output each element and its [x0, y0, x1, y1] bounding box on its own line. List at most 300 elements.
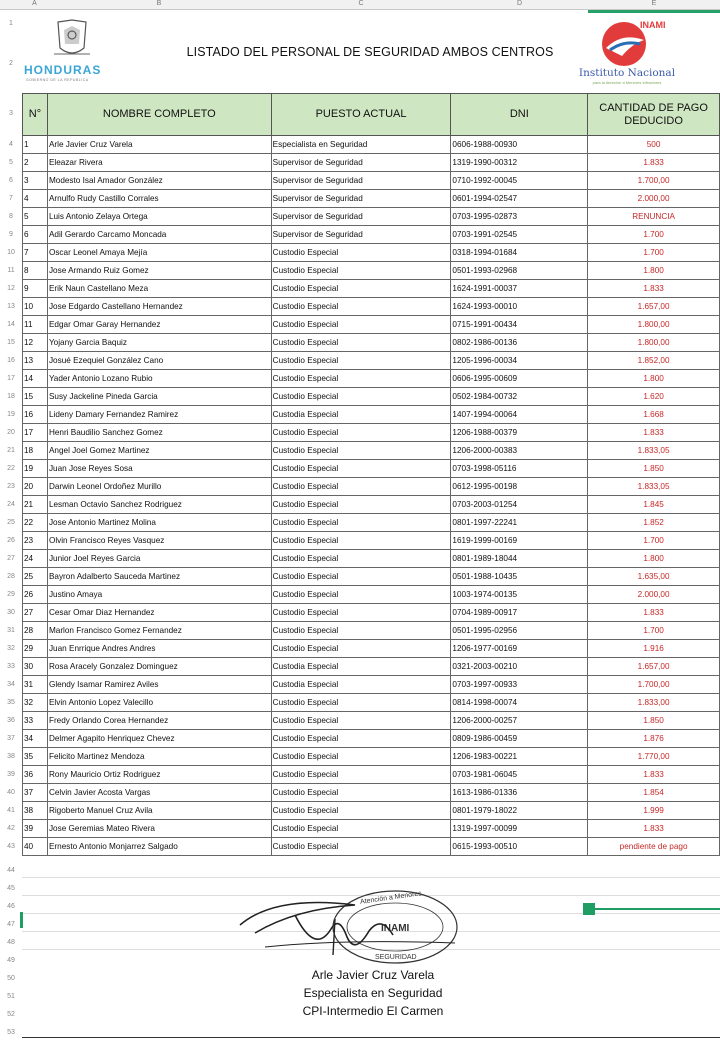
deducted-amount-cell[interactable]: 1.833 — [588, 766, 720, 784]
position-cell[interactable]: Custodio Especial — [271, 424, 451, 442]
row-number[interactable]: 9 — [9, 231, 13, 238]
position-cell[interactable]: Custodio Especial — [271, 388, 451, 406]
position-cell[interactable]: Custodia Especial — [271, 406, 451, 424]
table-row — [23, 496, 720, 514]
row-number-cell[interactable]: 32 — [23, 694, 48, 712]
position-cell[interactable]: Custodio Especial — [271, 766, 451, 784]
position-cell[interactable]: Custodio Especial — [271, 586, 451, 604]
deducted-amount-cell[interactable]: 1.700 — [588, 244, 720, 262]
deducted-amount-cell[interactable]: 1.620 — [588, 388, 720, 406]
row-number[interactable]: 14 — [7, 321, 15, 328]
row-number-cell[interactable]: 33 — [23, 712, 48, 730]
position-cell[interactable]: Custodio Especial — [271, 712, 451, 730]
position-cell[interactable]: Custodio Especial — [271, 298, 451, 316]
deducted-amount-cell[interactable]: 1.850 — [588, 460, 720, 478]
row-number[interactable]: 16 — [7, 357, 15, 364]
position-cell[interactable]: Custodio Especial — [271, 460, 451, 478]
deducted-amount-cell[interactable]: 500 — [588, 136, 720, 154]
deducted-amount-cell[interactable]: 1.876 — [588, 730, 720, 748]
position-cell[interactable]: Supervisor de Seguridad — [271, 172, 451, 190]
full-name-cell[interactable]: Juan Jose Reyes Sosa — [47, 460, 271, 478]
table-row — [23, 280, 720, 298]
cell-fill-handle[interactable] — [583, 903, 595, 915]
position-cell[interactable]: Custodio Especial — [271, 802, 451, 820]
row-number[interactable]: 36 — [7, 717, 15, 724]
full-name-cell[interactable]: Edgar Omar Garay Hernandez — [47, 316, 271, 334]
deducted-amount-cell[interactable]: 2.000,00 — [588, 586, 720, 604]
dni-cell[interactable]: 0703-1991-02545 — [451, 226, 588, 244]
row-number[interactable]: 12 — [7, 285, 15, 292]
deducted-amount-cell[interactable]: 1.850 — [588, 712, 720, 730]
dni-cell[interactable]: 1206-1977-00169 — [451, 640, 588, 658]
table-row — [23, 712, 720, 730]
row-number[interactable]: 1 — [9, 20, 13, 27]
row-number-cell[interactable]: 24 — [23, 550, 48, 568]
deducted-amount-cell[interactable]: 1.657,00 — [588, 298, 720, 316]
row-number-cell[interactable]: 6 — [23, 226, 48, 244]
position-cell[interactable]: Custodio Especial — [271, 838, 451, 856]
row-number[interactable]: 44 — [7, 867, 15, 874]
position-cell[interactable]: Custodio Especial — [271, 784, 451, 802]
row-number-cell[interactable]: 34 — [23, 730, 48, 748]
deducted-amount-cell[interactable]: 1.800 — [588, 262, 720, 280]
row-number[interactable]: 13 — [7, 303, 15, 310]
row-number[interactable]: 46 — [7, 903, 15, 910]
row-number[interactable]: 24 — [7, 501, 15, 508]
table-row — [23, 622, 720, 640]
row-number[interactable]: 21 — [7, 447, 15, 454]
deducted-amount-cell[interactable]: 1.999 — [588, 802, 720, 820]
row-number[interactable]: 45 — [7, 885, 15, 892]
dni-cell[interactable]: 0814-1998-00074 — [451, 694, 588, 712]
full-name-cell[interactable]: Erik Naun Castellano Meza — [47, 280, 271, 298]
row-number-cell[interactable]: 21 — [23, 496, 48, 514]
full-name-cell[interactable]: Juan Enrrique Andres Andres — [47, 640, 271, 658]
position-cell[interactable]: Custodio Especial — [271, 640, 451, 658]
row-number[interactable]: 20 — [7, 429, 15, 436]
deducted-amount-cell[interactable]: 1.668 — [588, 406, 720, 424]
header-current-position[interactable]: PUESTO ACTUAL — [271, 94, 451, 136]
deducted-amount-cell[interactable]: 1.800 — [588, 370, 720, 388]
row-number[interactable]: 48 — [7, 939, 15, 946]
position-cell[interactable]: Custodio Especial — [271, 370, 451, 388]
dni-cell[interactable]: 0703-1997-00933 — [451, 676, 588, 694]
full-name-cell[interactable]: Susy Jackeline Pineda Garcia — [47, 388, 271, 406]
dni-cell[interactable]: 1624-1993-00010 — [451, 298, 588, 316]
row-number-cell[interactable]: 37 — [23, 784, 48, 802]
deducted-amount-cell[interactable]: 1.657,00 — [588, 658, 720, 676]
dni-cell[interactable]: 0710-1992-00045 — [451, 172, 588, 190]
row-number-cell[interactable]: 1 — [23, 136, 48, 154]
position-cell[interactable]: Custodio Especial — [271, 730, 451, 748]
full-name-cell[interactable]: Celvin Javier Acosta Vargas — [47, 784, 271, 802]
table-row — [23, 154, 720, 172]
deducted-amount-cell[interactable]: 1.833,00 — [588, 694, 720, 712]
row-number-cell[interactable]: 38 — [23, 802, 48, 820]
full-name-cell[interactable]: Angel Joel Gomez Martinez — [47, 442, 271, 460]
deducted-amount-cell[interactable]: 1.833,05 — [588, 478, 720, 496]
dni-cell[interactable]: 0703-1998-05116 — [451, 460, 588, 478]
inami-subtitle: para la Atención a Menores Infractores — [592, 80, 662, 85]
row-number[interactable]: 39 — [7, 771, 15, 778]
row-number-cell[interactable]: 13 — [23, 352, 48, 370]
dni-cell[interactable]: 0704-1989-00917 — [451, 604, 588, 622]
row-number-cell[interactable]: 36 — [23, 766, 48, 784]
header-full-name[interactable]: NOMBRE COMPLETO — [47, 94, 271, 136]
table-row — [23, 298, 720, 316]
table-row — [23, 352, 720, 370]
row-number-cell[interactable]: 2 — [23, 154, 48, 172]
full-name-cell[interactable]: Rony Mauricio Ortiz Rodriguez — [47, 766, 271, 784]
row-number-cell[interactable]: 40 — [23, 838, 48, 856]
position-cell[interactable]: Custodio Especial — [271, 532, 451, 550]
row-number-cell[interactable]: 25 — [23, 568, 48, 586]
row-number-cell[interactable]: 8 — [23, 262, 48, 280]
row-number-cell[interactable]: 7 — [23, 244, 48, 262]
deducted-amount-cell[interactable]: 1.770,00 — [588, 748, 720, 766]
full-name-cell[interactable]: Jose Antonio Martinez Molina — [47, 514, 271, 532]
header-dni[interactable]: DNI — [451, 94, 588, 136]
inami-badge-text: INAMI — [640, 20, 666, 30]
deducted-amount-cell[interactable]: 1.700,00 — [588, 172, 720, 190]
dni-cell[interactable]: 0601-1994-02547 — [451, 190, 588, 208]
dni-cell[interactable]: 0606-1988-00930 — [451, 136, 588, 154]
full-name-cell[interactable]: Bayron Adalberto Sauceda Martinez — [47, 568, 271, 586]
dni-cell[interactable]: 0606-1995-00609 — [451, 370, 588, 388]
deducted-amount-cell[interactable]: 2.000,00 — [588, 190, 720, 208]
position-cell[interactable]: Custodio Especial — [271, 604, 451, 622]
row-number[interactable]: 47 — [7, 921, 15, 928]
position-cell[interactable]: Custodio Especial — [271, 262, 451, 280]
row-number-cell[interactable]: 4 — [23, 190, 48, 208]
dni-cell[interactable]: 0615-1993-00510 — [451, 838, 588, 856]
deducted-amount-cell[interactable]: 1.800,00 — [588, 334, 720, 352]
position-cell[interactable]: Supervisor de Seguridad — [271, 190, 451, 208]
full-name-cell[interactable]: Junior Joel Reyes Garcia — [47, 550, 271, 568]
table-row — [23, 838, 720, 856]
position-cell[interactable]: Especialista en Seguridad — [271, 136, 451, 154]
empty-row-line — [22, 877, 720, 878]
row-number-cell[interactable]: 39 — [23, 820, 48, 838]
position-cell[interactable]: Custodio Especial — [271, 496, 451, 514]
dni-cell[interactable]: 0502-1984-00732 — [451, 388, 588, 406]
position-cell[interactable]: Custodio Especial — [271, 820, 451, 838]
dni-cell[interactable]: 0809-1986-00459 — [451, 730, 588, 748]
signer-place: CPI-Intermedio El Carmen — [302, 1004, 444, 1018]
row-number[interactable]: 38 — [7, 753, 15, 760]
table-row — [23, 136, 720, 154]
dni-cell[interactable]: 0501-1993-02968 — [451, 262, 588, 280]
dni-cell[interactable]: 0703-1995-02873 — [451, 208, 588, 226]
deducted-amount-cell[interactable]: 1.845 — [588, 496, 720, 514]
dni-cell[interactable]: 1407-1994-00064 — [451, 406, 588, 424]
position-cell[interactable]: Custodio Especial — [271, 352, 451, 370]
full-name-cell[interactable]: Josué Ezequiel González Cano — [47, 352, 271, 370]
row-number-cell[interactable]: 20 — [23, 478, 48, 496]
row-number-cell[interactable]: 10 — [23, 298, 48, 316]
stamp-top-text: Atención a Menores — [359, 890, 423, 906]
full-name-cell[interactable]: Delmer Agapito Henriquez Chevez — [47, 730, 271, 748]
table-row — [23, 694, 720, 712]
row-number[interactable]: 17 — [7, 375, 15, 382]
signer-role: Especialista en Seguridad — [303, 986, 443, 1000]
dni-cell[interactable]: 0703-1981-06045 — [451, 766, 588, 784]
dni-cell[interactable]: 1319-1990-00312 — [451, 154, 588, 172]
row-number-cell[interactable]: 15 — [23, 388, 48, 406]
row-number-cell[interactable]: 29 — [23, 640, 48, 658]
deducted-amount-cell[interactable]: 1.852 — [588, 514, 720, 532]
row-number[interactable]: 23 — [7, 483, 15, 490]
row-number-cell[interactable]: 5 — [23, 208, 48, 226]
dni-cell[interactable]: 1624-1991-00037 — [451, 280, 588, 298]
cell-selection-border[interactable] — [595, 908, 720, 910]
position-cell[interactable]: Custodio Especial — [271, 694, 451, 712]
honduras-subtitle: GOBIERNO DE LA REPUBLICA — [26, 78, 89, 82]
column-letter-a[interactable]: A — [32, 0, 37, 7]
row-number[interactable]: 52 — [7, 1011, 15, 1018]
full-name-cell[interactable]: Eleazar Rivera — [47, 154, 271, 172]
full-name-cell[interactable]: Justino Amaya — [47, 586, 271, 604]
row-number-cell[interactable]: 17 — [23, 424, 48, 442]
table-row — [23, 478, 720, 496]
row-number[interactable]: 25 — [7, 519, 15, 526]
row-selection-marker[interactable] — [20, 912, 23, 928]
dni-cell[interactable]: 0802-1986-00136 — [451, 334, 588, 352]
column-letter-c[interactable]: C — [358, 0, 364, 7]
full-name-cell[interactable]: Rigoberto Manuel Cruz Avila — [47, 802, 271, 820]
row-number[interactable]: 2 — [9, 60, 13, 67]
position-cell[interactable]: Custodio Especial — [271, 514, 451, 532]
dni-cell[interactable]: 0501-1995-02956 — [451, 622, 588, 640]
position-cell[interactable]: Custodio Especial — [271, 280, 451, 298]
row-number[interactable]: 34 — [7, 681, 15, 688]
header-deducted-amount[interactable]: CANTIDAD DE PAGO DEDUCIDO — [588, 94, 720, 136]
deducted-amount-cell[interactable]: 1.635,00 — [588, 568, 720, 586]
deducted-amount-cell[interactable]: 1.833 — [588, 820, 720, 838]
row-number[interactable]: 43 — [7, 843, 15, 850]
column-letter-e[interactable]: E — [651, 0, 657, 7]
deducted-amount-cell[interactable]: 1.700 — [588, 532, 720, 550]
dni-cell[interactable]: 1619-1999-00169 — [451, 532, 588, 550]
full-name-cell[interactable]: Lesman Octavio Sanchez Rodriguez — [47, 496, 271, 514]
table-row — [23, 370, 720, 388]
dni-cell[interactable]: 0318-1994-01684 — [451, 244, 588, 262]
full-name-cell[interactable]: Felicito Martinez Mendoza — [47, 748, 271, 766]
deducted-amount-cell[interactable]: 1.800 — [588, 550, 720, 568]
row-number-cell[interactable]: 3 — [23, 172, 48, 190]
row-number-cell[interactable]: 9 — [23, 280, 48, 298]
row-number[interactable]: 29 — [7, 591, 15, 598]
full-name-cell[interactable]: Henri Baudilio Sanchez Gomez — [47, 424, 271, 442]
row-number[interactable]: 8 — [9, 213, 13, 220]
row-number-cell[interactable]: 31 — [23, 676, 48, 694]
row-number[interactable]: 18 — [7, 393, 15, 400]
dni-cell[interactable]: 1613-1986-01336 — [451, 784, 588, 802]
row-number[interactable]: 51 — [7, 993, 15, 1000]
position-cell[interactable]: Supervisor de Seguridad — [271, 154, 451, 172]
deducted-amount-cell[interactable]: 1.700 — [588, 226, 720, 244]
deducted-amount-cell[interactable]: 1.700 — [588, 622, 720, 640]
position-cell[interactable]: Custodio Especial — [271, 622, 451, 640]
row-number[interactable]: 10 — [7, 249, 15, 256]
full-name-cell[interactable]: Oscar Leonel Amaya Mejía — [47, 244, 271, 262]
full-name-cell[interactable]: Jose Armando Ruiz Gomez — [47, 262, 271, 280]
full-name-cell[interactable]: Fredy Orlando Corea Hernandez — [47, 712, 271, 730]
dni-cell[interactable]: 0801-1979-18022 — [451, 802, 588, 820]
row-number-cell[interactable]: 26 — [23, 586, 48, 604]
row-number[interactable]: 35 — [7, 699, 15, 706]
row-number[interactable]: 11 — [7, 267, 15, 274]
row-number-cell[interactable]: 35 — [23, 748, 48, 766]
row-number[interactable]: 27 — [7, 555, 15, 562]
full-name-cell[interactable]: Arle Javier Cruz Varela — [47, 136, 271, 154]
signer-name: Arle Javier Cruz Varela — [311, 968, 435, 982]
row-number[interactable]: 22 — [7, 465, 15, 472]
row-number[interactable]: 49 — [7, 957, 15, 964]
honduras-wordmark: HONDURAS — [24, 63, 102, 77]
dni-cell[interactable]: 0715-1991-00434 — [451, 316, 588, 334]
full-name-cell[interactable]: Adil Gerardo Carcamo Moncada — [47, 226, 271, 244]
row-number[interactable]: 4 — [9, 141, 13, 148]
row-number-cell[interactable]: 28 — [23, 622, 48, 640]
dni-cell[interactable]: 0612-1995-00198 — [451, 478, 588, 496]
deducted-amount-cell[interactable]: 1.833 — [588, 604, 720, 622]
full-name-cell[interactable]: Jose Edgardo Castellano Hernandez — [47, 298, 271, 316]
table-row — [23, 802, 720, 820]
full-name-cell[interactable]: Arnulfo Rudy Castillo Corrales — [47, 190, 271, 208]
full-name-cell[interactable]: Yader Antonio Lozano Rubio — [47, 370, 271, 388]
stamp-bottom-text: SEGURIDAD — [375, 954, 417, 961]
position-cell[interactable]: Supervisor de Seguridad — [271, 208, 451, 226]
full-name-cell[interactable]: Modesto Isal Amador González — [47, 172, 271, 190]
position-cell[interactable]: Custodio Especial — [271, 748, 451, 766]
row-number[interactable]: 30 — [7, 609, 15, 616]
position-cell[interactable]: Custodio Especial — [271, 334, 451, 352]
row-number[interactable]: 31 — [7, 627, 15, 634]
deducted-amount-cell[interactable]: 1.800,00 — [588, 316, 720, 334]
full-name-cell[interactable]: Olvin Francisco Reyes Vasquez — [47, 532, 271, 550]
deducted-amount-cell[interactable]: 1.852,00 — [588, 352, 720, 370]
full-name-cell[interactable]: Yojany Garcia Baquiz — [47, 334, 271, 352]
full-name-cell[interactable]: Elvin Antonio Lopez Valecillo — [47, 694, 271, 712]
table-row — [23, 262, 720, 280]
row-number[interactable]: 32 — [7, 645, 15, 652]
position-cell[interactable]: Custodio Especial — [271, 568, 451, 586]
row-number-cell[interactable]: 30 — [23, 658, 48, 676]
row-number[interactable]: 26 — [7, 537, 15, 544]
dni-cell[interactable]: 1206-2000-00383 — [451, 442, 588, 460]
dni-cell[interactable]: 1319-1997-00099 — [451, 820, 588, 838]
stamp-center-text: INAMI — [381, 923, 410, 934]
row-number-cell[interactable]: 12 — [23, 334, 48, 352]
row-number[interactable]: 50 — [7, 975, 15, 982]
row-number[interactable]: 42 — [7, 825, 15, 832]
position-cell[interactable]: Custodio Especial — [271, 550, 451, 568]
table-row — [23, 658, 720, 676]
row-number[interactable]: 3 — [9, 110, 13, 117]
table-row — [23, 748, 720, 766]
row-number[interactable]: 40 — [7, 789, 15, 796]
dni-cell[interactable]: 1206-1988-00379 — [451, 424, 588, 442]
row-number[interactable]: 6 — [9, 177, 13, 184]
table-row — [23, 190, 720, 208]
full-name-cell[interactable]: Marlon Francisco Gomez Fernandez — [47, 622, 271, 640]
table-row — [23, 334, 720, 352]
dni-cell[interactable]: 0321-2003-00210 — [451, 658, 588, 676]
row-number-cell[interactable]: 14 — [23, 370, 48, 388]
row-number-cell[interactable]: 27 — [23, 604, 48, 622]
table-row — [23, 460, 720, 478]
row-number[interactable]: 53 — [7, 1029, 15, 1036]
row-number[interactable]: 37 — [7, 735, 15, 742]
row-number-cell[interactable]: 11 — [23, 316, 48, 334]
deducted-amount-cell[interactable]: 1.833 — [588, 154, 720, 172]
deducted-amount-cell[interactable]: 1.833 — [588, 280, 720, 298]
full-name-cell[interactable]: Cesar Omar Diaz Hernandez — [47, 604, 271, 622]
deducted-amount-cell[interactable]: 1.700,00 — [588, 676, 720, 694]
row-number[interactable]: 33 — [7, 663, 15, 670]
position-cell[interactable]: Supervisor de Seguridad — [271, 226, 451, 244]
dni-cell[interactable]: 1205-1996-00034 — [451, 352, 588, 370]
position-cell[interactable]: Custodio Especial — [271, 316, 451, 334]
full-name-cell[interactable]: Darwin Leonel Ordoñez Murillo — [47, 478, 271, 496]
header-number[interactable]: N° — [23, 94, 48, 136]
page-title: LISTADO DEL PERSONAL DE SEGURIDAD AMBOS CENTROS — [186, 45, 554, 59]
row-number-cell[interactable]: 22 — [23, 514, 48, 532]
deducted-amount-cell[interactable]: 1.916 — [588, 640, 720, 658]
dni-cell[interactable]: 0501-1988-10435 — [451, 568, 588, 586]
full-name-cell[interactable]: Luis Antonio Zelaya Ortega — [47, 208, 271, 226]
table-row — [23, 442, 720, 460]
honduras-logo — [24, 18, 124, 64]
row-number[interactable]: 41 — [7, 807, 15, 814]
position-cell[interactable]: Custodia Especial — [271, 658, 451, 676]
dni-cell[interactable]: 1206-1983-00221 — [451, 748, 588, 766]
dni-cell[interactable]: 0801-1989-18044 — [451, 550, 588, 568]
dni-cell[interactable]: 1206-2000-00257 — [451, 712, 588, 730]
row-number[interactable]: 28 — [7, 573, 15, 580]
row-number-cell[interactable]: 19 — [23, 460, 48, 478]
row-number[interactable]: 15 — [7, 339, 15, 346]
column-letter-d[interactable]: D — [516, 0, 523, 7]
deducted-amount-cell[interactable]: pendiente de pago — [588, 838, 720, 856]
row-number[interactable]: 7 — [9, 195, 13, 202]
full-name-cell[interactable]: Jose Geremias Mateo Rivera — [47, 820, 271, 838]
full-name-cell[interactable]: Ernesto Antonio Monjarrez Salgado — [47, 838, 271, 856]
full-name-cell[interactable]: Glendy Isamar Ramirez Aviles — [47, 676, 271, 694]
position-cell[interactable]: Custodio Especial — [271, 442, 451, 460]
row-number-cell[interactable]: 16 — [23, 406, 48, 424]
row-number-cell[interactable]: 23 — [23, 532, 48, 550]
full-name-cell[interactable]: Lideny Damary Fernandez Ramirez — [47, 406, 271, 424]
position-cell[interactable]: Custodio Especial — [271, 478, 451, 496]
row-number-cell[interactable]: 18 — [23, 442, 48, 460]
position-cell[interactable]: Custodia Especial — [271, 676, 451, 694]
table-row — [23, 208, 720, 226]
position-cell[interactable]: Custodio Especial — [271, 244, 451, 262]
row-number[interactable]: 5 — [9, 159, 13, 166]
column-letter-b[interactable]: B — [156, 0, 162, 7]
deducted-amount-cell[interactable]: 1.854 — [588, 784, 720, 802]
dni-cell[interactable]: 1003-1974-00135 — [451, 586, 588, 604]
deducted-amount-cell[interactable]: 1.833 — [588, 424, 720, 442]
deducted-amount-cell[interactable]: 1.833,05 — [588, 442, 720, 460]
dni-cell[interactable]: 0703-2003-01254 — [451, 496, 588, 514]
full-name-cell[interactable]: Rosa Aracely Gonzalez Dominguez — [47, 658, 271, 676]
dni-cell[interactable]: 0801-1997-22241 — [451, 514, 588, 532]
deducted-amount-cell[interactable]: RENUNCIA — [588, 208, 720, 226]
row-number[interactable]: 19 — [7, 411, 15, 418]
